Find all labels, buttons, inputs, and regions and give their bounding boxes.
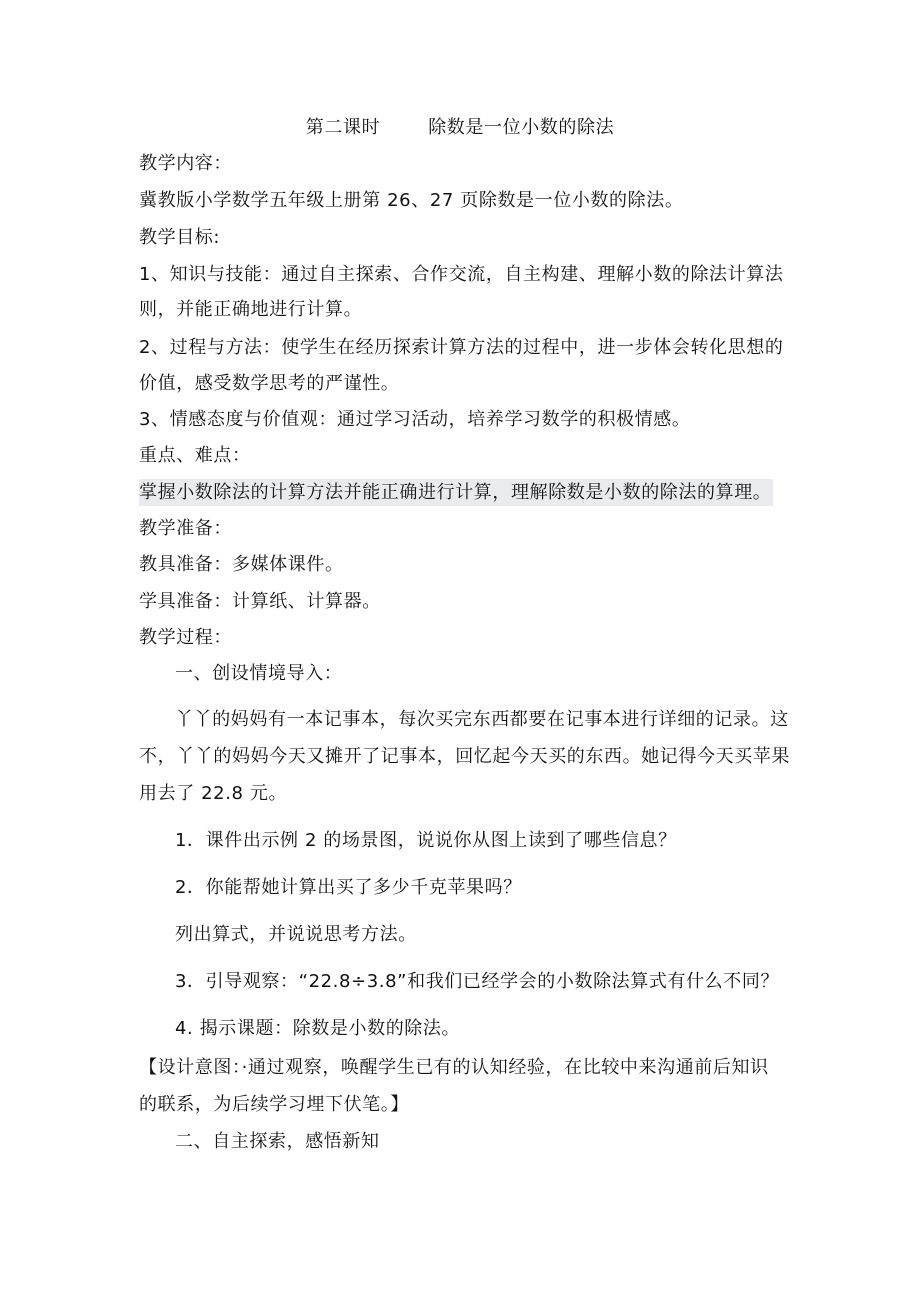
list-item: 4. 揭示课题：除数是小数的除法。 (175, 1018, 461, 1039)
paragraph-line: 列出算式，并说说思考方法。 (175, 924, 417, 945)
list-item: 3．引导观察：“22.8÷3.8”和我们已经学会的小数除法算式有什么不同？ (175, 971, 780, 992)
title-topic: 除数是一位小数的除法 (428, 117, 615, 138)
section-heading: 一、创设情境导入： (175, 663, 343, 684)
paragraph-line: 3、情感态度与价值观：通过学习活动，培养学习数学的积极情感。 (139, 409, 691, 430)
paragraph-line: 不，丫丫的妈妈今天又摊开了记事本，回忆起今天买的东西。她记得今天买苹果 (139, 746, 790, 767)
paragraph-line: 冀教版小学数学五年级上册第 26、27 页除数是一位小数的除法。 (139, 190, 684, 211)
lesson-title (0, 116, 920, 140)
paragraph-line: 2、过程与方法：使学生在经历探索计算方法的过程中，进一步体会转化思想的 (139, 337, 784, 358)
section-heading: 二、自主探索，感悟新知 (175, 1131, 380, 1152)
title-lesson-number: 第二课时 (305, 117, 381, 138)
heading-teaching-process: 教学过程： (139, 627, 232, 648)
key-point-text: 掌握小数除法的计算方法并能正确进行计算，理解除数是小数的除法的算理。 (139, 479, 773, 506)
paragraph-line: 丫丫的妈妈有一本记事本，每次买完东西都要在记事本进行详细的记录。这 (175, 709, 789, 730)
heading-teaching-goals: 教学目标: (139, 227, 221, 248)
paragraph-line: 1、知识与技能：通过自主探索、合作交流，自主构建、理解小数的除法计算法 (139, 264, 784, 285)
highlighted-key-point (139, 481, 773, 505)
paragraph-line: 教具准备：多媒体课件。 (139, 554, 344, 575)
paragraph-line: 用去了 22.8 元。 (139, 783, 288, 804)
paragraph-line: 价值，感受数学思考的严谨性。 (139, 373, 400, 394)
heading-teaching-content: 教学内容： (139, 153, 232, 174)
heading-preparation: 教学准备： (139, 518, 232, 539)
paragraph-line: 学具准备：计算纸、计算器。 (139, 591, 381, 612)
design-intent-note: 的联系，为后续学习埋下伏笔。】 (139, 1094, 409, 1115)
heading-key-points: 重点、难点： (139, 445, 251, 466)
design-intent-note: 【设计意图：·通过观察，唤醒学生已有的认知经验，在比较中来沟通前后知识 (139, 1057, 769, 1078)
list-item: 2．你能帮她计算出买了多少千克苹果吗？ (175, 877, 522, 898)
list-item: 1．课件出示例 2 的场景图，说说你从图上读到了哪些信息？ (175, 830, 677, 851)
paragraph-line: 则，并能正确地进行计算。 (139, 299, 363, 320)
